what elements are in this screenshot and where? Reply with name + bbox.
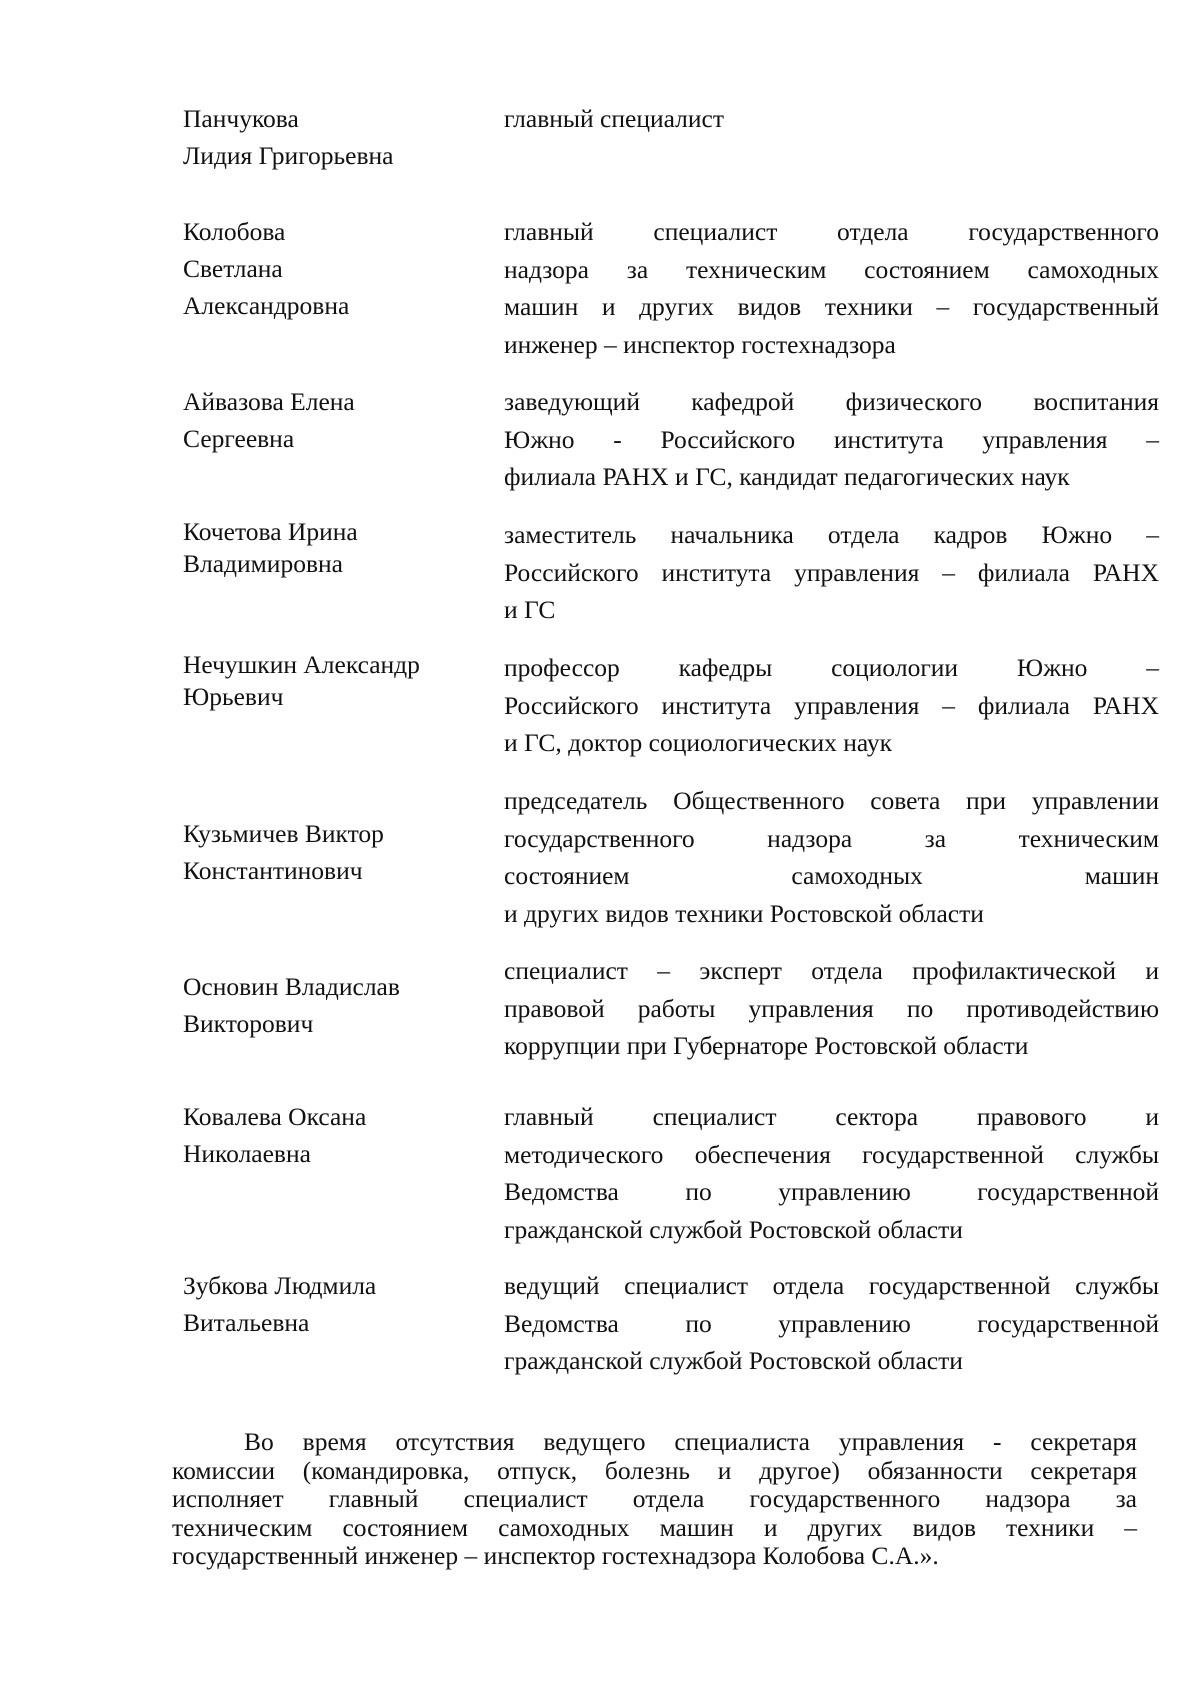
member-position-line: и ГС <box>504 595 556 624</box>
member-position-line: профессор кафедры социологии Южно – <box>504 653 1159 682</box>
member-position <box>504 100 1159 138</box>
member-position-line: ведущий специалист отдела государственной службы <box>504 1271 1159 1300</box>
member-position-line: главный специалист сектора правового и <box>504 1102 1159 1131</box>
member-name-line: Владимировна <box>183 549 343 578</box>
member-position-line: и ГС, доктор социологических наук <box>504 728 893 757</box>
paragraph-line: комиссии (командировка, отпуск, болезнь и другое) обязанности секретаря <box>172 1455 1137 1485</box>
member-position-line: заведующий кафедрой физического воспитания <box>504 387 1159 416</box>
member-position <box>504 782 1159 932</box>
member-name <box>183 383 483 457</box>
member-name-line: Константинович <box>183 856 363 885</box>
member-name-line: Колобова <box>183 217 286 246</box>
member-name-line: Александровна <box>183 291 350 320</box>
member-position-line: и других видов техники Ростовской области <box>504 898 984 928</box>
member-position-line: главный специалист <box>504 104 724 133</box>
member-name <box>183 213 483 324</box>
member-position-line: надзора за техническим состоянием самоходных <box>504 254 1159 284</box>
member-position-line: инженер – инспектор гостехнадзора <box>504 329 896 359</box>
member-name-line: Нечушкин Александр <box>183 650 420 679</box>
member-name-line: Николаевна <box>183 1139 311 1168</box>
member-name-line: Светлана <box>183 254 283 283</box>
member-name-line: Кочетова Ирина <box>183 517 358 546</box>
member-position-line: Российского института управления – филиала РАНХ <box>504 690 1159 720</box>
member-position-line: филиала РАНХ и ГС, кандидат педагогических наук <box>504 462 1070 491</box>
member-position-line: главный специалист отдела государственного <box>504 217 1159 246</box>
member-name-line: Основин Владислав <box>183 972 400 1001</box>
member-name-line: Айвазова Елена <box>183 387 355 416</box>
member-name-line: Ковалева Оксана <box>183 1102 367 1131</box>
member-name-line: Сергеевна <box>183 424 295 453</box>
paragraph-line: государственный инженер – инспектор гостехнадзора Колобова С.А.». <box>172 1541 939 1570</box>
member-position-line: председатель Общественного совета при управлении <box>504 786 1159 815</box>
member-name-line: Кузьмичев Виктор <box>183 819 384 848</box>
member-position <box>504 213 1159 363</box>
member-position-line: Ведомства по управлению государственной <box>504 1308 1159 1338</box>
member-name-line: Зубкова Людмила <box>183 1271 377 1300</box>
member-position-line: машин и других видов техники – государственный <box>504 292 1159 321</box>
member-position <box>504 383 1159 496</box>
paragraph-line: техническим состоянием самоходных машин и других видов техники – <box>172 1512 1137 1542</box>
paragraph-line: Во время отсутствия ведущего специалиста управления - секретаря <box>244 1427 1137 1456</box>
member-position <box>504 1267 1159 1380</box>
member-position-line: правовой работы управления по противодействию <box>504 993 1159 1023</box>
member-name <box>183 815 483 889</box>
member-name-line: Панчукова <box>183 104 299 133</box>
member-position-line: Ведомства по управлению государственной <box>504 1177 1159 1206</box>
member-name-line: Лидия Григорьевна <box>183 141 394 170</box>
member-name <box>183 1267 483 1341</box>
paragraph-line: исполняет главный специалист отдела государственного надзора за <box>172 1484 1137 1513</box>
member-position-line: заместитель начальника отдела кадров Южно – <box>504 520 1159 549</box>
member-name <box>183 516 483 580</box>
member-name-line: Викторович <box>183 1009 314 1038</box>
member-position <box>504 649 1159 762</box>
member-name-line: Юрьевич <box>183 682 284 711</box>
member-position-line: коррупции при Губернаторе Ростовской области <box>504 1031 1029 1060</box>
member-position <box>504 952 1159 1065</box>
member-position <box>504 516 1159 629</box>
member-position-line: методического обеспечения государственной службы <box>504 1139 1159 1169</box>
member-name <box>183 100 483 174</box>
member-position <box>504 1098 1159 1248</box>
member-position-line: Российского института управления – филиала РАНХ <box>504 557 1159 587</box>
member-name <box>183 1098 483 1172</box>
member-name <box>183 968 483 1042</box>
member-position-line: государственного надзора за техническим <box>504 823 1159 853</box>
member-position-line: специалист – эксперт отдела профилактической и <box>504 956 1159 985</box>
member-position-line: состоянием самоходных машин <box>504 861 1159 890</box>
member-position-line: Южно - Российского института управления – <box>504 424 1159 454</box>
member-name <box>183 649 483 713</box>
secretary-substitution-paragraph <box>172 1428 1137 1571</box>
member-position-line: гражданской службой Ростовской области <box>504 1346 963 1375</box>
member-name-line: Витальевна <box>183 1308 310 1337</box>
member-position-line: гражданской службой Ростовской области <box>504 1214 963 1244</box>
